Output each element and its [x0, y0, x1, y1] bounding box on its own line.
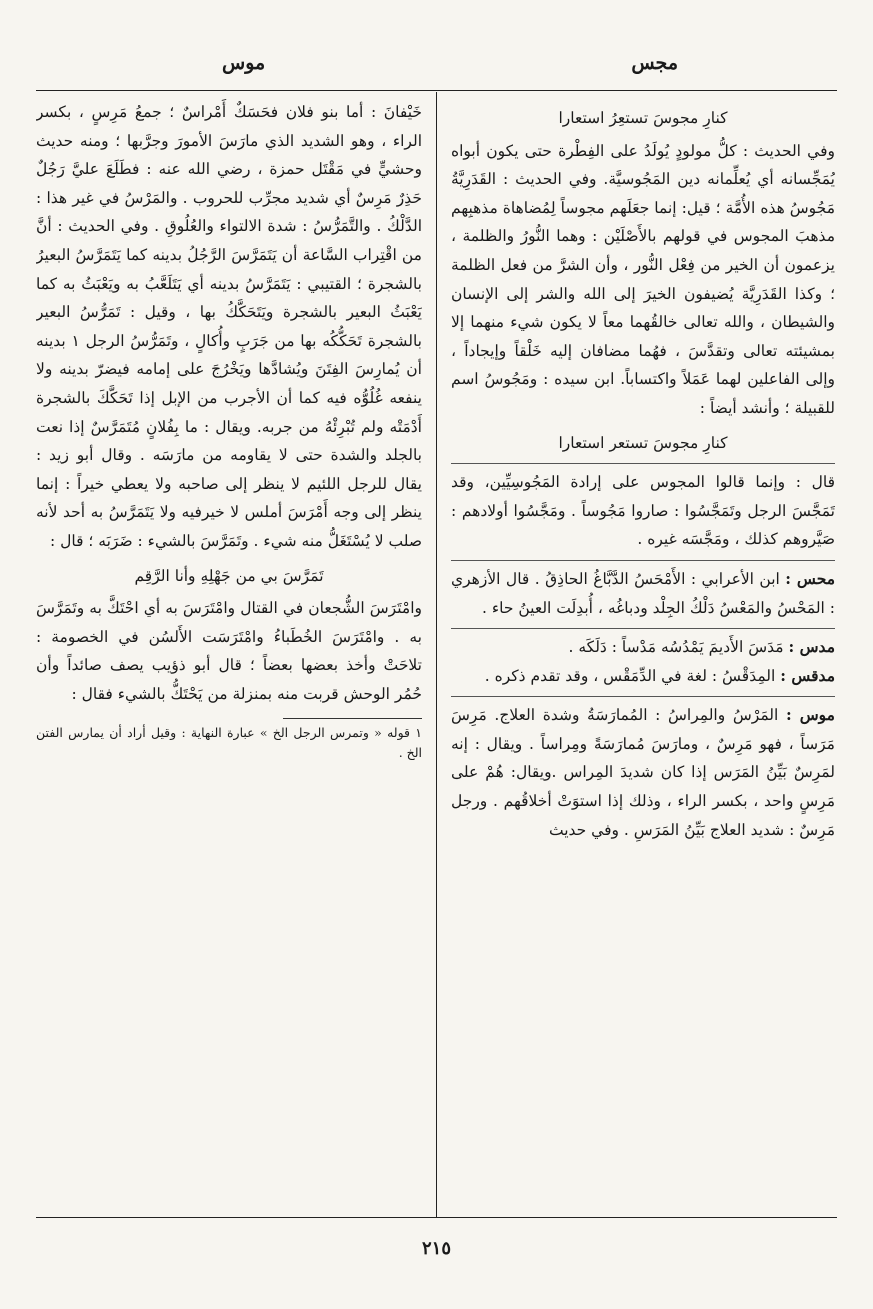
running-head-left: موس — [222, 52, 266, 74]
verse-line: تَمَرَّسَ بي من جَهْلِهِ وأنا الرَّقِم — [134, 566, 324, 585]
entry-divider — [451, 560, 835, 561]
headword: موس : — [785, 705, 835, 725]
footnote-rule — [283, 718, 422, 719]
paragraph: وامْتَرَسَ الشُّجعان في القتال وامْتَرَسَ به أي احْتَكَّ به وتَمَرَّسَ به . وامْتَرَسَ الخُطَباءُ وامْتَرَسَت الأَلسُن في الخصومة : تلاحَتْ وأخذ بعضها بعضاً ؛ قال أبو ذؤيب يصف صائداً وأن حُمُر الوحش قربت منه بمنزلة من يَحْتَكُّ بالشيء فقال : — [36, 599, 422, 703]
header-rule — [36, 90, 837, 91]
column-separator — [436, 92, 437, 1217]
footnote: ١ قوله « وتمرس الرجل الخ » عبارة النهاية : وقيل أراد أن يمارس الفتن الخ . — [36, 725, 422, 761]
entry-mds — [451, 633, 835, 662]
entry-body: مَدَسَ الأَديمَ يَمْدُسُه مَدْساً : دَلَكَه . — [568, 638, 784, 657]
page-number: ٢١٥ — [421, 1238, 451, 1259]
entry-divider — [451, 463, 835, 464]
paragraph: وفي الحديث : كلُّ مولودٍ يُولَدُ على الفِطْرة حتى يكون أبواه يُمَجِّسانه أي يُعلِّمانه دين المَجُوسيَّة. وفي الحديث : القَدَرِيَّةُ مَجُوسُ هذه الأُمَّة ؛ قيل: إنما جعَلَهم مجوساً لِمُضاهاة مذهبِهم مذهبَ المجوس في قولهم بالأَصْلَيْن : وهما النُّورُ والظلمة ، يزعمون أن الخير من فِعْل النُّور ، وأن الشرَّ من فعل الظلمة ؛ وكذا القَدَرِيَّة يُضيفون الخيرَ إلى الله والشر إلى الإنسان والشيطان ، والله تعالى خالقُهما معاً لا يكون شيء منهما إلا بمشيئته تعالى وتقدَّسَ ، فهُما مضافان إليه خَلْقاً وإيجاداً ، وإلى الفاعلين لهما عَمَلاً واكتساباً. ابن سيده : ومَجُوسُ اسم للقبيلة ؛ وأنشد أيضاً : — [451, 141, 835, 417]
verse-line: كنارِ مجوسَ تستعِرُ استعارا — [558, 109, 728, 127]
entry-body: المَرْسُ والمِراسُ : المُمارَسَةُ وشدة العلاج. مَرِسَ مَرَساً ، فهو مَرِسٌ ، ومارَسَ مُمارَسَةً ومِراساً . ويقال : إنه لمَرِسٌ بَيِّنُ المَرَس إذا كان شديدَ المِراس .ويقال: هُمْ على مَرِسٍ واحد ، بكسر الراء ، وذلك إذا استوَتْ أخلاقُهم . ورجل مَرِسٌ : شديد العلاج بَيِّنُ المَرَسِ . وفي حديث — [451, 706, 835, 839]
left-column — [36, 98, 422, 1210]
running-head-right: مجس — [631, 52, 678, 74]
headword: مدقس : — [780, 665, 835, 685]
paragraph: خَيْفانَ : أما بنو فلان فحَسَكٌ أَمْراسٌ ؛ جمعُ مَرِسٍ ، بكسر الراء ، وهو الشديد الذي مارَسَ الأمورَ وجرَّبها ؛ ومنه حديث وحشيٍّ في مَقْتَل حمزة ، رضي الله عنه : فطَلَعَ عليَّ رَجُلٌ حَذِرٌ مَرِسٌ أي شديد مجرِّب للحروب . والمَرْسُ في غير هذا : الدَّلْكُ . والتَّمَرُّسُ : شدة الالتواء والعُلُوقِ . وفي الحديث : أنَّ من اقْتِراب السَّاعة أن يَتَمَرَّسَ الرَّجُلُ بدينه كما يَتَمَرَّسُ البعيرُ بالشجرة ؛ القتيبي : يَتَمَرَّسُ بدينه أي يَتَلَعَّبُ به ويَعْبَثُ به كما يَعْبَثُ البعير بالشجرة ويَتَحَكَّكُ بها ، وقيل : تَمَرُّسُ البعير بالشجرة تَحَكُّكُه بها من جَرَبٍ وأُكالٍ ، وتَمَرُّسُ الرجل ١ بدينه أن يُمارِسَ الفِتَنَ ويُشادَّها ويَخْرُجَ على إمامه فيضرّ بدينه ولا ينفعه غُلُوُّه فيه كما أن الأجرب من الإبل إذا تَحَكَّكَ بالشجرة أَدْمَتْه ولم تُبْرِئْهُ من جربه. ويقال : ما بِفُلانٍ مُتَمَرَّسٌ إذا نعت بالجلد والشدة حتى لا يقاومه من مارَسَه . وقال أبو زيد : يقال للرجل اللئيم لا ينظر إلى صاحبه ولا يعطي خيراً : إنما ينظر إلى وجه أَمْرَسَ أملس لا خيرفيه ولا يَتَمَرَّسُ به أحد لأنه صلب لا يُسْتَغَلُّ منه شيء . وتَمَرَّسَ بالشيء : ضَرَبَه ؛ قال : — [36, 103, 422, 550]
right-column — [451, 98, 835, 1210]
entry-body: المِدَقْسُ : لغة في الدِّمَقْس ، وقد تقدم ذكره . — [484, 666, 776, 685]
entry-body: ابن الأعرابي : الأَمْحَسُ الدَّبَّاغُ الحاذِقُ . قال الأزهري : المَحْسُ والمَعْسُ دَلْكُ الجِلْد ودباغُه ، أُبدِلَت العينُ حاء . — [451, 569, 835, 617]
entry-divider — [451, 696, 835, 697]
entry-divider — [451, 628, 835, 629]
paragraph: قال : وإنما قالوا المجوس على إرادة المَجُوسِيِّين، وقد تَمَجَّسَ الرجل وتَمَجَّسُوا : صاروا مَجُوساً . ومَجَّسُوا أولادهم : صَيَّروهم كذلك ، ومَجَّسَه غيره . — [451, 473, 835, 549]
footer-rule — [36, 1217, 837, 1218]
verse-line: كنارِ مجوسَ تستعر استعارا — [558, 433, 728, 452]
headword: مدس : — [788, 637, 835, 657]
entry-mhs — [451, 565, 835, 622]
entry-mws — [451, 701, 835, 844]
entry-mdqs — [451, 662, 835, 691]
headword: محس : — [785, 568, 835, 588]
